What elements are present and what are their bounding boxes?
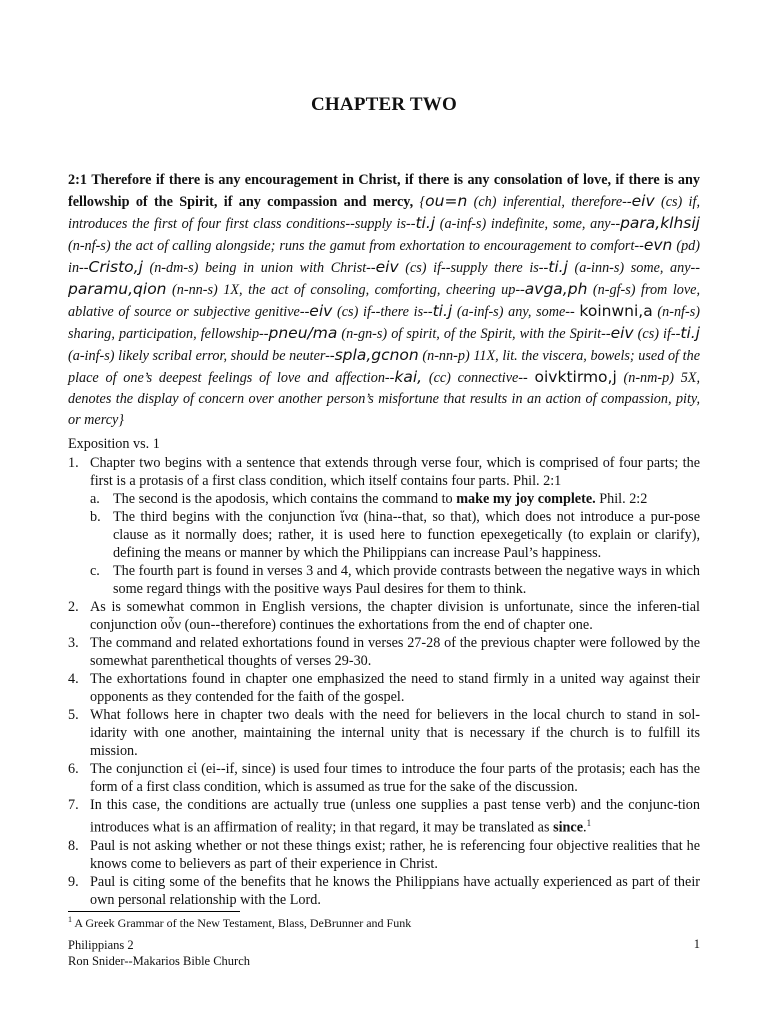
item-text: Paul is citing some of the benefits that he knows the Philippians have actually experienced as part of their own personal relationship with the Lord. bbox=[90, 873, 700, 908]
footnote-text: A Greek Grammar of the New Testament, Blass, DeBrunner and Funk bbox=[72, 916, 412, 930]
greek-word: paramu,qion bbox=[68, 280, 167, 298]
parsing: (ch) inferential, therefore-- bbox=[467, 194, 632, 210]
brace: { bbox=[419, 194, 426, 210]
emphasis: make my joy complete. bbox=[456, 491, 596, 507]
item-text bbox=[113, 490, 700, 508]
item-number: 2. bbox=[68, 599, 79, 615]
verse-text: Therefore if there is any encouragement in Christ, if there is any consolation of love, if there is any fellowship of the Spirit, if any compassion and mercy, bbox=[68, 172, 701, 210]
list-item bbox=[68, 634, 700, 670]
item-letter: c. bbox=[90, 563, 100, 579]
item-number: 1. bbox=[68, 455, 79, 471]
verse-ref: 2:1 bbox=[68, 172, 87, 188]
item-text bbox=[90, 796, 700, 837]
greek-word: oivktirmo,j bbox=[534, 368, 617, 386]
item-text: Paul is not asking whether or not these things exist; rather, he is referencing four objective realities that he knows come to believers as part of their experience in Christ. bbox=[90, 837, 700, 872]
parsing: (cs) if-- bbox=[633, 326, 681, 342]
greek-word: ti.j bbox=[415, 214, 436, 232]
text-run: Phil. 2:2 bbox=[595, 491, 648, 507]
greek-word: eiv bbox=[375, 258, 399, 276]
parsing: (n-nm-p) 5X, denotes the display of concern over another person’s misfortune that results in an action of compassion, pity, or mercy} bbox=[68, 370, 701, 428]
greek-word: koinwni,a bbox=[579, 302, 653, 320]
footer-book: Philippians 2 bbox=[68, 938, 134, 952]
emphasis: since bbox=[553, 819, 584, 836]
greek-word: evn bbox=[643, 236, 673, 254]
parsing: (a-inf-s) likely scribal error, should be neuter-- bbox=[68, 348, 335, 364]
greek-word: eiv bbox=[309, 302, 333, 320]
footnote-marker: 1 bbox=[68, 915, 72, 924]
parsing: (cc) connective-- bbox=[422, 370, 535, 386]
parsing: (a-inf-s) indefinite, some, any-- bbox=[435, 216, 621, 232]
parsing: (cs) if--there is-- bbox=[332, 304, 433, 320]
item-letter: b. bbox=[90, 509, 101, 525]
footer-author: Ron Snider--Makarios Bible Church bbox=[68, 954, 251, 968]
exposition-section bbox=[68, 435, 700, 909]
exposition-heading: Exposition vs. 1 bbox=[68, 436, 160, 452]
parsing: (pd) in-- bbox=[68, 238, 700, 276]
parsing: (a-inf-s) any, some-- bbox=[452, 304, 580, 320]
item-number: 7. bbox=[68, 797, 79, 813]
parsing: (n-dm-s) being in union with Christ-- bbox=[142, 260, 376, 276]
list-item bbox=[68, 796, 700, 837]
greek-word: eiv bbox=[631, 192, 655, 210]
page-footer bbox=[68, 937, 250, 969]
footnote-separator bbox=[68, 911, 240, 912]
item-number: 3. bbox=[68, 635, 79, 651]
greek-word: Cristo,j bbox=[88, 258, 143, 276]
item-letter: a. bbox=[90, 491, 100, 507]
text-run: In this case, the conditions are actually true (unless one supplies a past tense verb) and the conjunc-tion introduces what is an affirmation of reality; in that regard, it may be translated as bbox=[90, 797, 700, 836]
list-item bbox=[68, 760, 700, 796]
parsing: (n-gn-s) of spirit, of the Spirit, with the Spirit-- bbox=[337, 326, 611, 342]
parsing: (a-inn-s) some, any-- bbox=[567, 260, 700, 276]
greek-word: spla,gcnon bbox=[334, 346, 419, 364]
item-text: The command and related exhortations found in verses 27-28 of the previous chapter were followed by the somewhat parenthetical thoughts of verses 29-30. bbox=[90, 635, 700, 669]
item-text: As is somewhat common in English versions, the chapter division is unfortunate, since the inferen-tial conjunction οὖν (oun--therefore) continues the exhortations from the end of chapter one. bbox=[90, 599, 700, 633]
list-item bbox=[68, 454, 700, 490]
greek-word: pneu/ma bbox=[268, 324, 338, 342]
verse-paragraph bbox=[68, 170, 700, 431]
footnote bbox=[68, 915, 411, 931]
list-item bbox=[68, 598, 700, 634]
parsing: (n-gf-s) from love, ablative of source or subjective genitive-- bbox=[68, 282, 700, 320]
greek-word: ti.j bbox=[432, 302, 453, 320]
item-number: 9. bbox=[68, 873, 79, 890]
greek-word: avga,ph bbox=[524, 280, 588, 298]
parsing: (n-nf-s) sharing, participation, fellowship-- bbox=[68, 304, 700, 342]
parsing: (cs) if, introduces the first of four first class conditions--supply is-- bbox=[68, 194, 700, 232]
item-text: The third begins with the conjunction ἵνα (hina--that, so that), which does not introduce a pur-pose clause as it normally does; rather, it is used here to function epexegetically (to explain or clarify), defining the means or manner by which the Philippians can increase Paul’s happiness. bbox=[113, 509, 700, 561]
item-text: The fourth part is found in verses 3 and 4, which provide contrasts between the negative ways in which some regard things with the positive ways Paul desires for them to think. bbox=[113, 563, 700, 597]
item-text: Chapter two begins with a sentence that extends through verse four, which is comprised of four parts; the first is a protasis of a first class condition, which itself contains four parts. Phil. 2:1 bbox=[90, 455, 700, 489]
footnote-ref: 1 bbox=[586, 818, 592, 828]
greek-word: para,klhsij bbox=[620, 214, 700, 232]
exposition-list bbox=[68, 454, 700, 909]
greek-word: eiv bbox=[610, 324, 634, 342]
page-number: 1 bbox=[693, 937, 700, 951]
list-item bbox=[68, 837, 700, 873]
item-number: 5. bbox=[68, 707, 79, 723]
parsing: (n-nn-s) 1X, the act of consoling, comforting, cheering up-- bbox=[166, 282, 525, 298]
parsing: (cs) if--supply there is-- bbox=[398, 260, 549, 276]
greek-word: ou=n bbox=[425, 192, 468, 210]
list-item bbox=[68, 670, 700, 706]
parsing: (n-nn-p) 11X, lit. the viscera, bowels; used of the place of one’s deepest feelings of love and affection-- bbox=[68, 348, 700, 386]
chapter-title: CHAPTER TWO bbox=[311, 94, 457, 115]
greek-word: kai, bbox=[394, 368, 423, 386]
item-text: The exhortations found in chapter one emphasized the need to stand firmly in a united way against their opponents as they contended for the faith of the gospel. bbox=[90, 671, 700, 705]
parsing: (n-nf-s) the act of calling alongside; runs the gamut from exhortation to encouragement to comfort-- bbox=[68, 238, 644, 254]
item-number: 6. bbox=[68, 761, 79, 777]
item-number: 8. bbox=[68, 837, 79, 854]
sub-list-item bbox=[68, 508, 700, 562]
item-number: 4. bbox=[68, 671, 79, 687]
text-run: The second is the apodosis, which contains the command to bbox=[113, 491, 457, 507]
sub-list-item bbox=[68, 562, 700, 598]
greek-word: ti.j bbox=[548, 258, 568, 276]
list-item bbox=[68, 706, 700, 760]
greek-word: ti.j bbox=[680, 324, 700, 342]
item-text: The conjunction εἰ (ei--if, since) is used four times to introduce the four parts of the protasis; each has the form of a first class condition, which is assumed as true for the sake of the discussion. bbox=[90, 761, 700, 795]
item-text: What follows here in chapter two deals with the need for believers in the local church to stand in sol-idarity with one another, maintaining the internal unity that is necessary if the church is to fulfill its mission. bbox=[90, 707, 700, 759]
sub-list-item bbox=[68, 490, 700, 508]
text-run: . bbox=[583, 819, 587, 836]
list-item bbox=[68, 873, 700, 909]
